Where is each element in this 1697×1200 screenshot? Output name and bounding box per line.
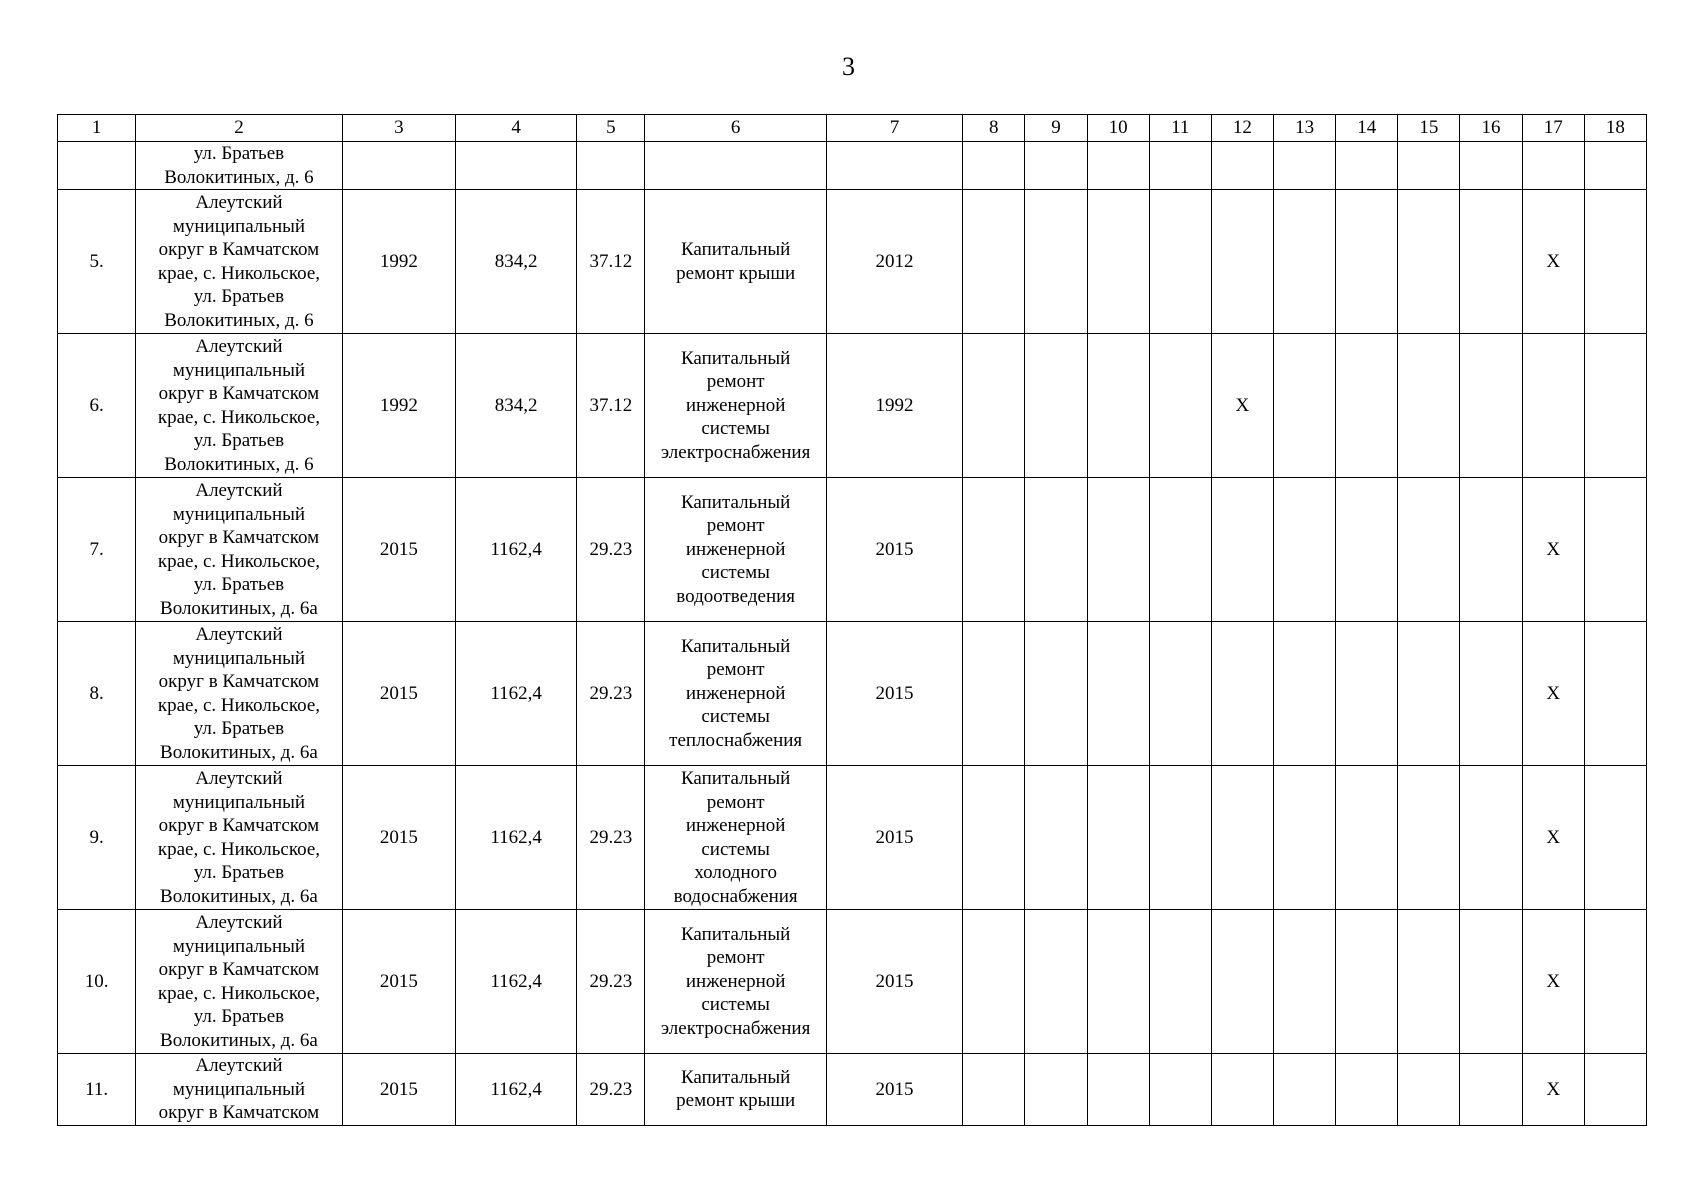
mark-cell <box>1274 478 1336 622</box>
mark-cell <box>1336 766 1398 910</box>
column-number: 7 <box>826 115 962 142</box>
mark-cell <box>1584 190 1646 334</box>
area-cell: 834,2 <box>455 190 576 334</box>
row-number-cell: 5. <box>58 190 136 334</box>
mark-cell <box>1025 190 1087 334</box>
cell <box>826 142 962 190</box>
mark-cell <box>1211 1054 1273 1126</box>
row-number-cell: 8. <box>58 622 136 766</box>
mark-cell <box>1025 334 1087 478</box>
mark-cell <box>1460 622 1522 766</box>
mark-cell <box>1398 622 1460 766</box>
cell <box>1460 142 1522 190</box>
mark-cell <box>1274 766 1336 910</box>
work-year-cell: 2015 <box>826 910 962 1054</box>
continuation-row <box>58 142 1647 190</box>
mark-cell: X <box>1522 910 1584 1054</box>
year-built-cell: 2015 <box>342 910 455 1054</box>
work-type-cell: Капитальный ремонт инженерной системы водоотведения <box>645 478 826 622</box>
mark-cell <box>1025 1054 1087 1126</box>
mark-cell: X <box>1522 190 1584 334</box>
table-row <box>58 334 1647 478</box>
mark-cell <box>1087 622 1149 766</box>
mark-cell <box>1149 478 1211 622</box>
mark-cell <box>1584 1054 1646 1126</box>
cell <box>1087 142 1149 190</box>
mark-cell <box>1584 478 1646 622</box>
cell <box>455 142 576 190</box>
mark-cell <box>1274 622 1336 766</box>
mark-cell: X <box>1522 766 1584 910</box>
mark-cell <box>1149 1054 1211 1126</box>
year-built-cell: 2015 <box>342 1054 455 1126</box>
row-number-cell: 7. <box>58 478 136 622</box>
cell <box>1398 142 1460 190</box>
mark-cell <box>1460 1054 1522 1126</box>
page-number: 3 <box>842 52 855 81</box>
row-number-cell: 10. <box>58 910 136 1054</box>
mark-cell <box>1398 190 1460 334</box>
mark-cell <box>1274 334 1336 478</box>
column-number: 15 <box>1398 115 1460 142</box>
work-year-cell: 1992 <box>826 334 962 478</box>
mark-cell <box>1460 334 1522 478</box>
mark-cell <box>1460 478 1522 622</box>
mark-cell <box>963 766 1025 910</box>
column-number: 4 <box>455 115 576 142</box>
mark-cell <box>1336 190 1398 334</box>
column-number: 11 <box>1149 115 1211 142</box>
mark-cell <box>1336 334 1398 478</box>
row-number-cell: 9. <box>58 766 136 910</box>
mark-cell <box>963 478 1025 622</box>
mark-cell <box>1336 910 1398 1054</box>
mark-cell: X <box>1522 622 1584 766</box>
wear-cell: 29.23 <box>577 766 645 910</box>
mark-cell <box>1025 910 1087 1054</box>
area-cell: 1162,4 <box>455 910 576 1054</box>
cell <box>1274 142 1336 190</box>
work-year-cell: 2015 <box>826 766 962 910</box>
address-cell: Алеутский муниципальный округ в Камчатском крае, с. Никольское, ул. Братьев Волокитиных, д. 6 <box>136 190 343 334</box>
column-number: 5 <box>577 115 645 142</box>
table-row <box>58 478 1647 622</box>
column-number: 13 <box>1274 115 1336 142</box>
cell <box>1584 142 1646 190</box>
mark-cell <box>1398 478 1460 622</box>
mark-cell <box>1460 910 1522 1054</box>
area-cell: 1162,4 <box>455 622 576 766</box>
mark-cell <box>1149 190 1211 334</box>
mark-cell <box>1584 334 1646 478</box>
mark-cell <box>1087 910 1149 1054</box>
cell <box>645 142 826 190</box>
mark-cell <box>1584 622 1646 766</box>
mark-cell <box>1522 334 1584 478</box>
mark-cell: X <box>1522 1054 1584 1126</box>
cell <box>1149 142 1211 190</box>
mark-cell: X <box>1211 334 1273 478</box>
column-number: 16 <box>1460 115 1522 142</box>
mark-cell <box>1211 190 1273 334</box>
wear-cell: 29.23 <box>577 478 645 622</box>
work-year-cell: 2012 <box>826 190 962 334</box>
table-row <box>58 190 1647 334</box>
cell <box>1211 142 1273 190</box>
address-cell: Алеутский муниципальный округ в Камчатском крае, с. Никольское, ул. Братьев Волокитиных, д. 6 <box>136 334 343 478</box>
column-number: 14 <box>1336 115 1398 142</box>
column-number: 17 <box>1522 115 1584 142</box>
mark-cell <box>1025 766 1087 910</box>
column-number: 8 <box>963 115 1025 142</box>
mark-cell <box>1087 334 1149 478</box>
address-cell: Алеутский муниципальный округ в Камчатском крае, с. Никольское, ул. Братьев Волокитиных, д. 6а <box>136 766 343 910</box>
mark-cell <box>1398 1054 1460 1126</box>
wear-cell: 29.23 <box>577 1054 645 1126</box>
year-built-cell: 2015 <box>342 478 455 622</box>
cell <box>58 142 136 190</box>
mark-cell <box>1211 478 1273 622</box>
mark-cell <box>1211 766 1273 910</box>
mark-cell <box>1398 334 1460 478</box>
mark-cell <box>1087 478 1149 622</box>
mark-cell <box>963 1054 1025 1126</box>
mark-cell <box>1211 622 1273 766</box>
mark-cell <box>1087 766 1149 910</box>
work-year-cell: 2015 <box>826 1054 962 1126</box>
mark-cell <box>1336 478 1398 622</box>
cell <box>342 142 455 190</box>
mark-cell <box>1087 1054 1149 1126</box>
row-number-cell: 11. <box>58 1054 136 1126</box>
cell <box>1522 142 1584 190</box>
mark-cell <box>1460 190 1522 334</box>
table-row <box>58 910 1647 1054</box>
capital-repair-table <box>57 114 1647 1126</box>
mark-cell <box>1274 910 1336 1054</box>
table-row <box>58 622 1647 766</box>
cell <box>1025 142 1087 190</box>
cell <box>1336 142 1398 190</box>
column-number: 1 <box>58 115 136 142</box>
work-year-cell: 2015 <box>826 478 962 622</box>
column-number-row <box>58 115 1647 142</box>
address-cell: Алеутский муниципальный округ в Камчатском крае, с. Никольское, ул. Братьев Волокитиных, д. 6а <box>136 910 343 1054</box>
mark-cell <box>1584 910 1646 1054</box>
mark-cell <box>1336 622 1398 766</box>
mark-cell <box>1149 334 1211 478</box>
mark-cell <box>1398 766 1460 910</box>
mark-cell <box>1460 766 1522 910</box>
mark-cell <box>1087 190 1149 334</box>
mark-cell <box>1149 766 1211 910</box>
mark-cell <box>1274 190 1336 334</box>
data-rows <box>58 190 1647 1126</box>
column-number: 3 <box>342 115 455 142</box>
address-cell: ул. Братьев Волокитиных, д. 6 <box>136 142 343 190</box>
work-type-cell: Капитальный ремонт крыши <box>645 1054 826 1126</box>
mark-cell <box>1149 622 1211 766</box>
mark-cell: X <box>1522 478 1584 622</box>
column-number: 10 <box>1087 115 1149 142</box>
column-number: 18 <box>1584 115 1646 142</box>
wear-cell: 29.23 <box>577 622 645 766</box>
area-cell: 1162,4 <box>455 766 576 910</box>
year-built-cell: 2015 <box>342 766 455 910</box>
column-number: 6 <box>645 115 826 142</box>
mark-cell <box>1025 622 1087 766</box>
mark-cell <box>1584 766 1646 910</box>
table-row <box>58 766 1647 910</box>
mark-cell <box>1274 1054 1336 1126</box>
column-number: 12 <box>1211 115 1273 142</box>
year-built-cell: 2015 <box>342 622 455 766</box>
column-number: 9 <box>1025 115 1087 142</box>
cell <box>963 142 1025 190</box>
work-type-cell: Капитальный ремонт инженерной системы теплоснабжения <box>645 622 826 766</box>
work-type-cell: Капитальный ремонт крыши <box>645 190 826 334</box>
work-type-cell: Капитальный ремонт инженерной системы холодного водоснабжения <box>645 766 826 910</box>
mark-cell <box>1149 910 1211 1054</box>
mark-cell <box>963 910 1025 1054</box>
area-cell: 834,2 <box>455 334 576 478</box>
mark-cell <box>963 334 1025 478</box>
address-cell: Алеутский муниципальный округ в Камчатском крае, с. Никольское, ул. Братьев Волокитиных, д. 6а <box>136 622 343 766</box>
mark-cell <box>1211 910 1273 1054</box>
address-cell: Алеутский муниципальный округ в Камчатском <box>136 1054 343 1126</box>
work-type-cell: Капитальный ремонт инженерной системы электроснабжения <box>645 334 826 478</box>
cell <box>577 142 645 190</box>
mark-cell <box>963 190 1025 334</box>
wear-cell: 29.23 <box>577 910 645 1054</box>
column-number: 2 <box>136 115 343 142</box>
work-year-cell: 2015 <box>826 622 962 766</box>
area-cell: 1162,4 <box>455 1054 576 1126</box>
wear-cell: 37.12 <box>577 190 645 334</box>
year-built-cell: 1992 <box>342 190 455 334</box>
wear-cell: 37.12 <box>577 334 645 478</box>
year-built-cell: 1992 <box>342 334 455 478</box>
mark-cell <box>1398 910 1460 1054</box>
area-cell: 1162,4 <box>455 478 576 622</box>
address-cell: Алеутский муниципальный округ в Камчатском крае, с. Никольское, ул. Братьев Волокитиных, д. 6а <box>136 478 343 622</box>
mark-cell <box>963 622 1025 766</box>
mark-cell <box>1336 1054 1398 1126</box>
work-type-cell: Капитальный ремонт инженерной системы электроснабжения <box>645 910 826 1054</box>
mark-cell <box>1025 478 1087 622</box>
row-number-cell: 6. <box>58 334 136 478</box>
table-row <box>58 1054 1647 1126</box>
